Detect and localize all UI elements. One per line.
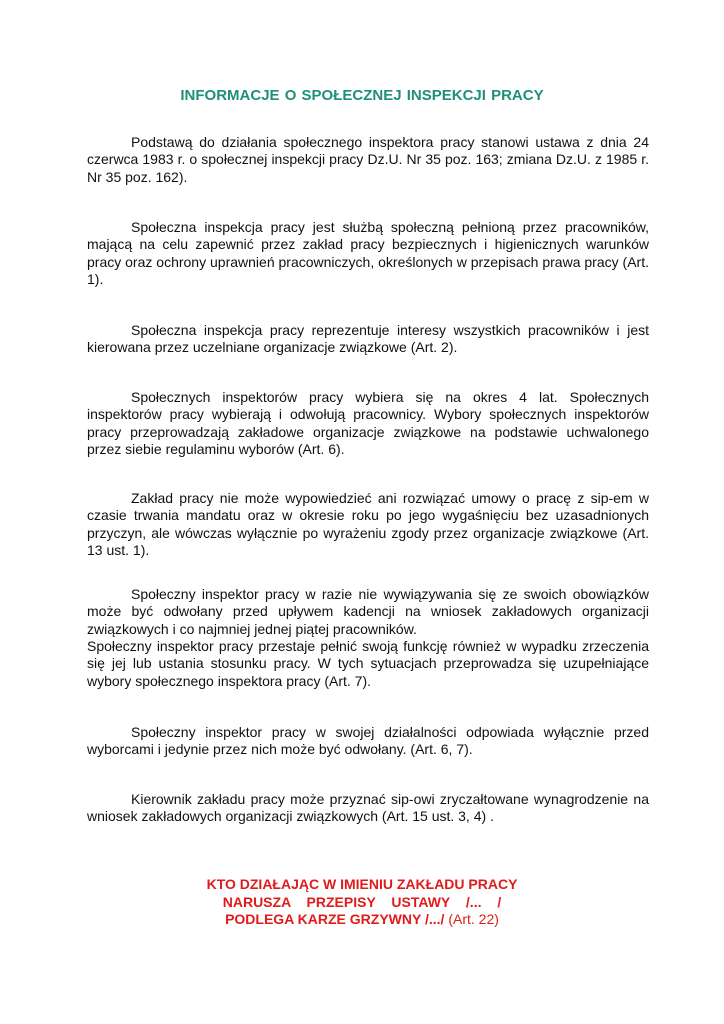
document-title: INFORMACJE O SPOŁECZNEJ INSPEKCJI PRACY (180, 87, 544, 104)
paragraph-text: Społeczna inspekcja pracy jest służbą społeczną pełnioną przez pracowników, mającą na celu zapewnić przez zakład pracy bezpiecznych i higienicznych warunków pracy oraz ochrony uprawnień pracowniczych, określonych w przepisach prawa pracy (Art. 1). (87, 219, 649, 288)
paragraph-text: Zakład pracy nie może wypowiedzieć ani rozwiązać umowy o pracę z sip-em w czasie trwania mandatu oraz w okresie roku po jego wygaśnięciu bez uzasadnionych przyczyn, ale wówczas wyłącznie po wyrażeniu zgody przez organizacje związkowe (Art. 13 ust. 1). (87, 490, 649, 559)
paragraph-legal-basis (87, 134, 649, 186)
penalty-line-2: NARUSZA PRZEPISY USTAWY /... / (222, 893, 502, 910)
paragraph-definition (87, 219, 649, 289)
penalty-line-1: KTO DZIAŁAJĄC W IMIENIU ZAKŁADU PRACY (206, 876, 518, 892)
paragraph-termination (87, 638, 649, 690)
paragraph-text: Podstawą do działania społecznego inspektora pracy stanowi ustawa z dnia 24 czerwca 1983 r. o społecznej inspekcji pracy Dz.U. Nr 35 poz. 163; zmiana Dz.U. z 1985 r. Nr 35 poz. 162). (87, 134, 649, 185)
paragraph-text: Kierownik zakładu pracy może przyznać sip-owi zryczałtowane wynagrodzenie na wniosek zakładowych organizacji związkowych (Art. 15 ust. 3, 4) . (87, 791, 649, 825)
paragraph-text: Społeczny inspektor pracy w razie nie wywiązywania się ze swoich obowiązków może być odwołany przed upływem kadencji na wniosek zakładowych organizacji związkowych i co najmniej jednej piątej pracowników. (87, 586, 649, 637)
paragraph-text: Społeczny inspektor pracy przestaje pełnić swoją funkcję również w wypadku zrzeczenia się jej lub ustania stosunku pracy. W tych sytuacjach przeprowadza się uzupełniające wybory społecznego inspektora pracy (Art. 7). (87, 638, 649, 689)
paragraph-text: Społeczny inspektor pracy w swojej działalności odpowiada wyłącznie przed wyborcami i jedynie przez nich może być odwołany. (Art. 6, 7). (87, 724, 649, 758)
paragraph-protection (87, 490, 649, 560)
penalty-line-3-bold: PODLEGA KARZE GRZYWNY /.../ (225, 911, 445, 928)
paragraph-accountability (87, 724, 649, 759)
penalty-article-ref: (Art. 22) (444, 911, 499, 928)
penalty-notice (0, 876, 724, 929)
paragraph-representation (87, 322, 649, 357)
penalty-line-3 (0, 911, 724, 929)
paragraph-text: Społeczna inspekcja pracy reprezentuje interesy wszystkich pracowników i jest kierowana przez uczelniane organizacje związkowe (Art. 2). (87, 322, 649, 356)
paragraph-dismissal (87, 586, 649, 638)
paragraph-remuneration (87, 791, 649, 826)
paragraph-text: Społecznych inspektorów pracy wybiera się na okres 4 lat. Społecznych inspektorów pracy wybierają i odwołują pracownicy. Wybory społecznych inspektorów pracy przeprowadzają zakładowe organizacje związkowe na podstawie uchwalonego przez siebie regulaminu wyborów (Art. 6). (87, 389, 649, 458)
paragraph-elections (87, 389, 649, 459)
